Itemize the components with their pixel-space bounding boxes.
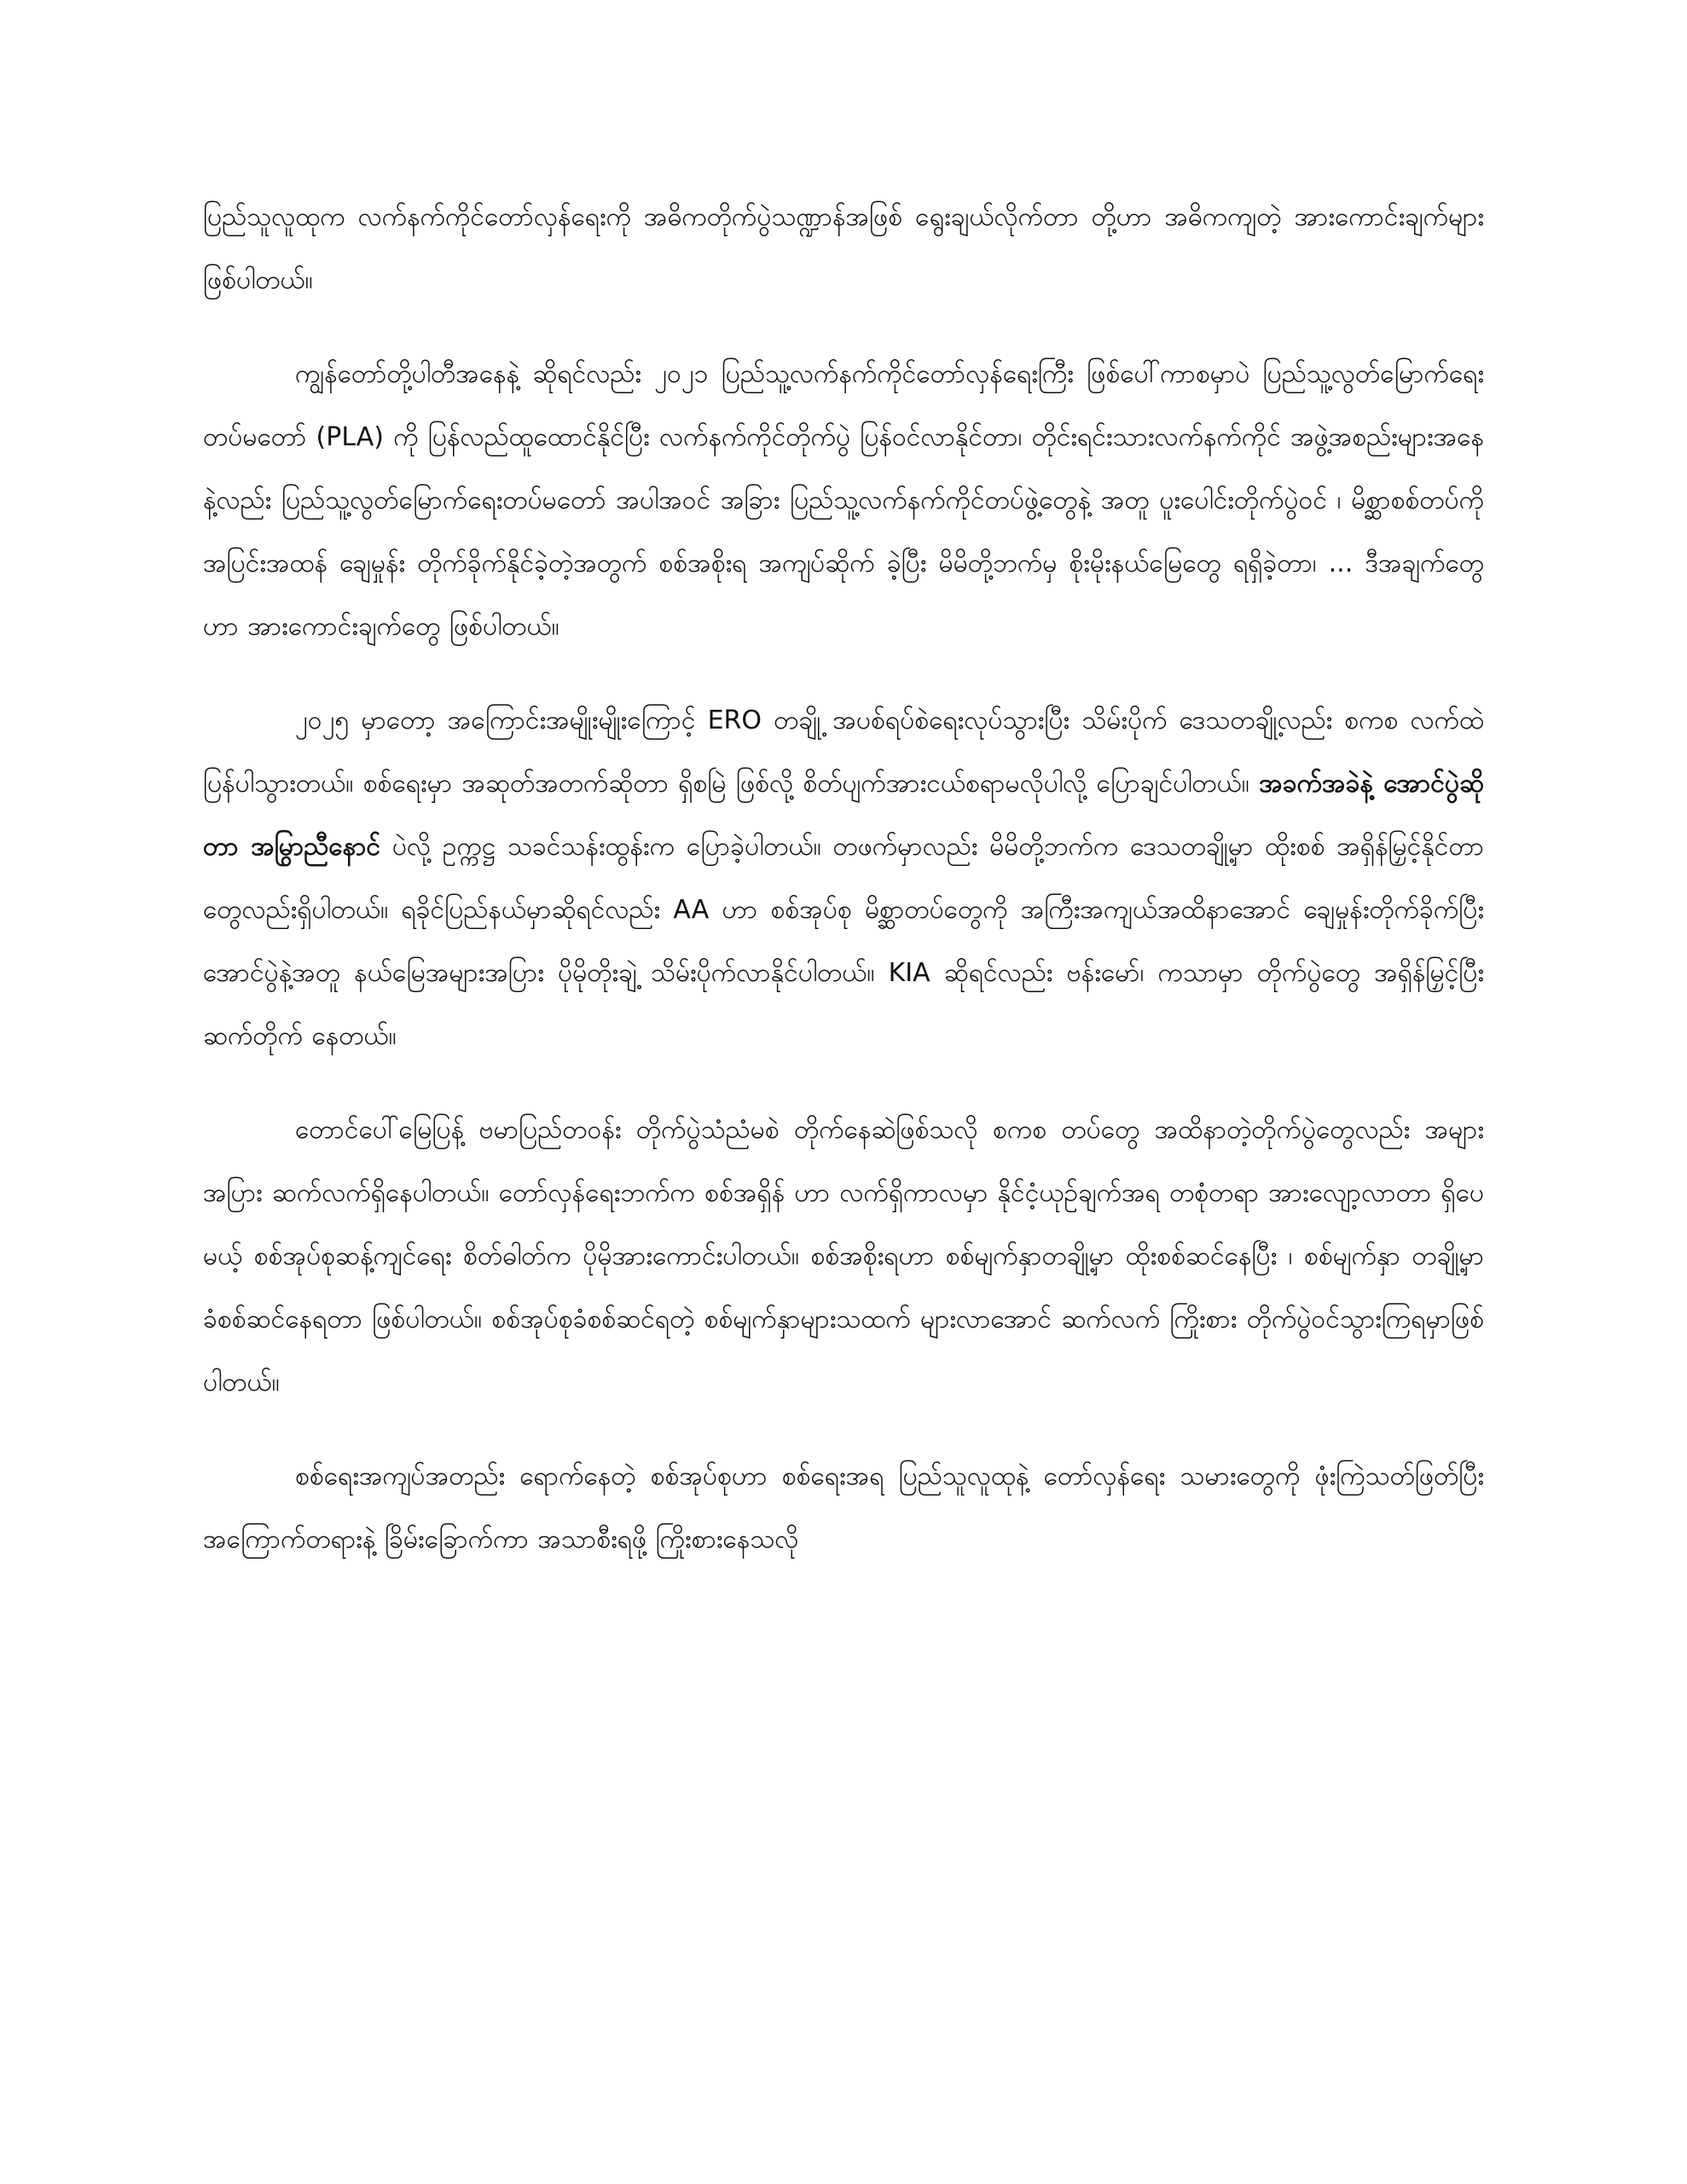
paragraph-2	[203, 343, 1484, 659]
paragraph-2-text: ကျွန်တော်တို့ပါတီအနေနဲ့ ဆိုရင်လည်း ၂၀၂၁ ပြည်သူ့လက်နက်ကိုင်တော်လှန်ရေးကြီး ဖြစ်ပေါ်ကာစမှာပဲ ပြည်သူ့လွတ်မြောက်ရေးတပ်မတော် (PLA) ကို ပြန်လည်ထူထောင်နိုင်ပြီး လက်နက်ကိုင်တိုက်ပွဲ ပြန်ဝင်လာနိုင်တာ၊ တိုင်းရင်းသားလက်နက်ကိုင် အဖွဲ့အစည်းများအနေနဲ့လည်း ပြည်သူ့လွတ်မြောက်ရေးတပ်မတော် အပါအဝင် အခြား ပြည်သူ့လက်နက်ကိုင်တပ်ဖွဲ့တွေနဲ့ အတူ ပူးပေါင်းတိုက်ပွဲဝင် ၊ မိစ္ဆာစစ်တပ်ကို အပြင်းအထန် ချေမှုန်း တိုက်ခိုက်နိုင်ခဲ့တဲ့အတွက် စစ်အစိုးရ အကျပ်ဆိုက် ခဲ့ပြီး မိမိတို့ဘက်မှ စိုးမိုးနယ်မြေတွေ ရရှိခဲ့တာ၊ ... ဒီအချက်တွေဟာ အားကောင်းချက်တွေ ဖြစ်ပါတယ်။	[203, 359, 1484, 642]
paragraph-3	[203, 689, 1484, 1068]
paragraph-4-text: တောင်ပေါ်မြေပြန့် ဗမာပြည်တဝန်း တိုက်ပွဲသံညံမစဲ တိုက်နေဆဲဖြစ်သလို စကစ တပ်တွေ အထိနာတဲ့တိုက်ပွဲတွေလည်း အများအပြား ဆက်လက်ရှိနေပါတယ်။ တော်လှန်ရေးဘက်က စစ်အရှိန် ဟာ လက်ရှိကာလမှာ နိုင်ငံ့ယုဉ်ချက်အရ တစုံတရာ အားလျော့လာတာ ရှိပေမယ့် စစ်အုပ်စုဆန့်ကျင်ရေး စိတ်ဓါတ်က ပိုမိုအားကောင်းပါတယ်။ စစ်အစိုးရဟာ စစ်မျက်နှာတချို့မှာ ထိုးစစ်ဆင်နေပြီး ၊ စစ်မျက်နှာ တချို့မှာ ခံစစ်ဆင်နေရတာ ဖြစ်ပါတယ်။ စစ်အုပ်စုခံစစ်ဆင်ရတဲ့ စစ်မျက်နှာများသထက် များလာအောင် ဆက်လက် ကြိုးစား တိုက်ပွဲဝင်သွားကြရမှာဖြစ်ပါတယ်။	[203, 1115, 1484, 1397]
paragraph-3-text-before: ၂၀၂၅ မှာတော့ အကြောင်းအမျိုးမျိုးကြောင့် ERO တချို့ အပစ်ရပ်စဲရေးလုပ်သွားပြီး သိမ်းပိုက် ဒေသတချို့လည်း စကစ လက်ထဲ ပြန်ပါသွားတယ်။ စစ်ရေးမှာ အဆုတ်အတက်ဆိုတာ ရှိစမြဲ ဖြစ်လို့ စိတ်ပျက်အားငယ်စရာမလိုပါလို့ ပြောချင်ပါတယ်။	[203, 706, 1484, 799]
paragraph-1	[203, 186, 1484, 312]
paragraph-5	[203, 1445, 1484, 1571]
paragraph-3-bold-quote: အခက်အခဲနဲ့ အောင်ပွဲဆိုတာ အမြွာညီနောင်	[203, 769, 1484, 862]
paragraph-4	[203, 1099, 1484, 1414]
paragraph-1-text: ပြည်သူလူထုက လက်နက်ကိုင်တော်လှန်ရေးကို အဓိကတိုက်ပွဲသဏ္ဍာန်အဖြစ် ရွေးချယ်လိုက်တာ တို့ဟာ အဓိကကျတဲ့ အားကောင်းချက်များဖြစ်ပါတယ်။	[203, 202, 1484, 295]
paragraph-5-text: စစ်ရေးအကျပ်အတည်း ရောက်နေတဲ့ စစ်အုပ်စုဟာ စစ်ရေးအရ ပြည်သူလူထုနဲ့ တော်လှန်ရေး သမားတွေကို ဖုံးကြဲသတ်ဖြတ်ပြီး အကြောက်တရားနဲ့ ခြိမ်းခြောက်ကာ အသာစီးရဖို့ ကြိုးစားနေသလို	[203, 1461, 1484, 1554]
paragraph-3-text-after: ပဲလို့ ဥက္ကဋ္ဌ သခင်သန်းထွန်းက ပြောခဲ့ပါတယ်။ တဖက်မှာလည်း မိမိတို့ဘက်က ဒေသတချို့မှာ ထိုးစစ် အရှိန်မြှင့်နိုင်တာတွေလည်းရှိပါတယ်။ ရခိုင်ပြည်နယ်မှာဆိုရင်လည်း AA ဟာ စစ်အုပ်စု မိစ္ဆာတပ်တွေကို အကြီးအကျယ်အထိနာအောင် ချေမှုန်းတိုက်ခိုက်ပြီး အောင်ပွဲနဲ့အတူ နယ်မြေအများအပြား ပိုမိုတိုးချဲ့ သိမ်းပိုက်လာနိုင်ပါတယ်။ KIA ဆိုရင်လည်း ဗန်းမော်၊ ကသာမှာ တိုက်ပွဲတွေ အရှိန်မြှင့်ပြီး ဆက်တိုက် နေတယ်။	[203, 832, 1484, 1051]
